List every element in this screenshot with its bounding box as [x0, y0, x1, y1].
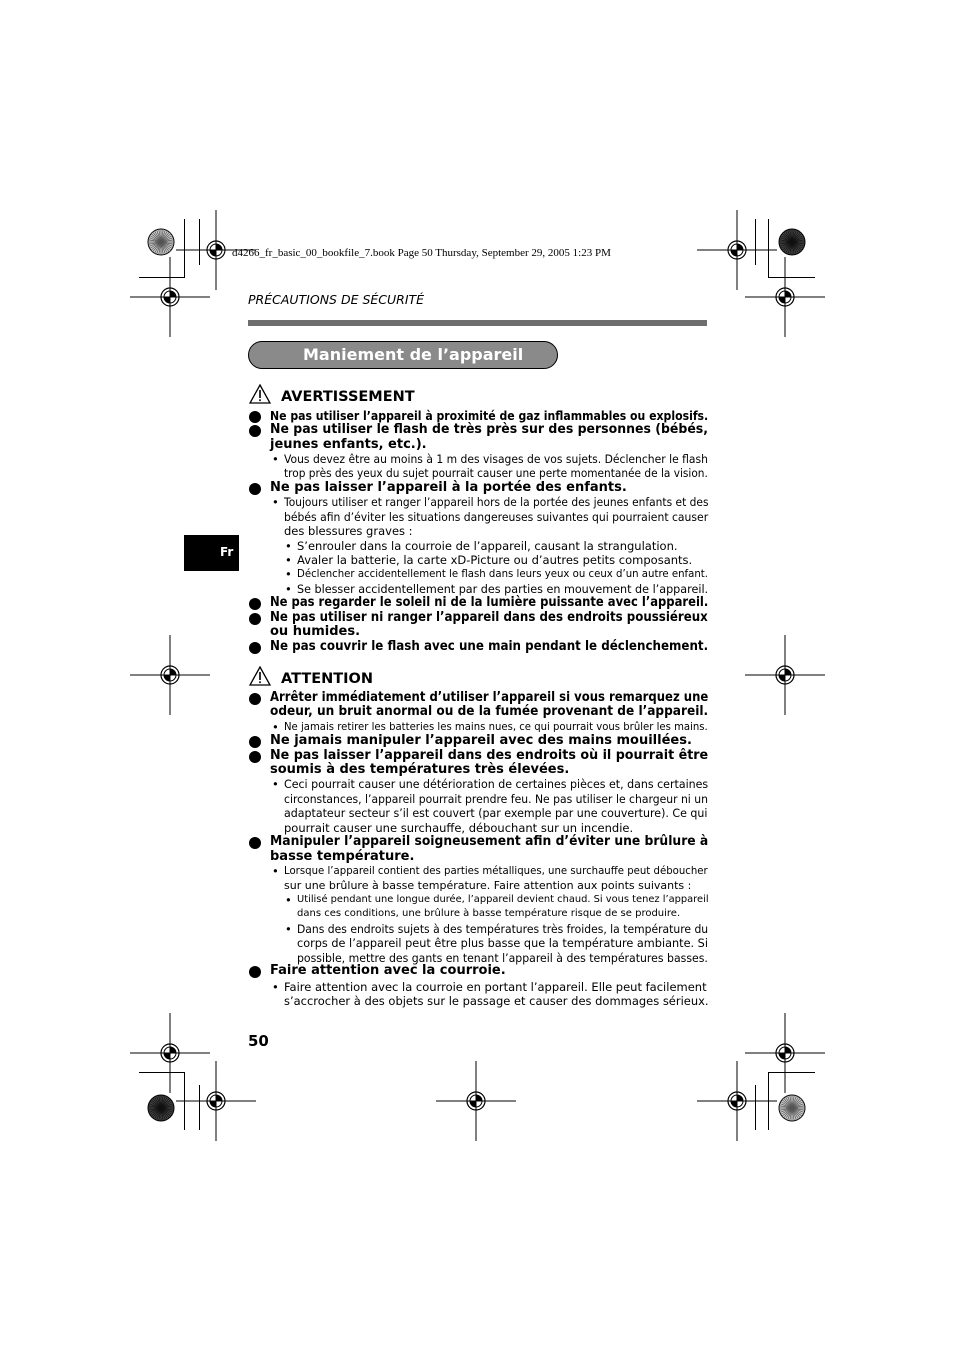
warning-item-text: ou humides. — [270, 624, 361, 639]
warning-sub-text: bébés afin d’éviter les situations dangereuses suivantes qui pourraient causer — [284, 510, 709, 524]
caution-heading: ATTENTION — [281, 671, 373, 687]
warning-item-text: Ne pas laisser l’appareil à la portée des enfants. — [270, 480, 627, 495]
registration-target-icon — [130, 257, 210, 337]
caution-triangle-icon — [249, 666, 271, 686]
warning-item-text: jeunes enfants, etc.). — [270, 437, 427, 452]
warning-sub-dot: • — [272, 452, 279, 466]
caution-sub-text: pourrait causer une surchauffe, débouchant sur un incendie. — [284, 821, 634, 835]
page-number: 50 — [248, 1032, 269, 1050]
registration-target-icon — [697, 1061, 777, 1141]
caution-sub-text: s’accrocher à des objets sur le passage et causer des dommages sérieux. — [284, 994, 709, 1008]
warning-bullet — [249, 598, 261, 610]
color-dial-icon — [777, 227, 807, 257]
warning-sub-text: S’enrouler dans la courroie de l’appareil, causant la strangulation. — [297, 539, 678, 553]
header-rule — [248, 320, 707, 326]
caution-sub-text: adaptateur secteur s’il est couvert (par exemple par une couverture). Ce qui — [284, 806, 708, 820]
caution-bullet — [249, 751, 261, 763]
caution-item-text: Manipuler l’appareil soigneusement afin d’éviter une brûlure à — [270, 834, 709, 849]
caution-item-text: odeur, un bruit anormal ou de la fumée provenant de l’appareil. — [270, 704, 709, 719]
warning-heading: AVERTISSEMENT — [281, 389, 415, 405]
warning-sub-dot: • — [285, 582, 292, 596]
language-tab-label: Fr — [220, 545, 234, 559]
caution-sub-dot: • — [285, 893, 292, 907]
warning-triangle-icon — [249, 384, 271, 404]
warning-sub-dot: • — [285, 539, 292, 553]
registration-target-icon — [745, 635, 825, 715]
caution-sub-text: possible, mettre des gants en tenant l’appareil à des températures basses. — [297, 951, 708, 965]
caution-sub-dot: • — [272, 980, 279, 994]
warning-item-text: Ne pas utiliser le flash de très près sur des personnes (bébés, — [270, 422, 708, 437]
caution-bullet — [249, 966, 261, 978]
color-dial-icon — [146, 227, 176, 257]
color-dial-icon — [777, 1093, 807, 1123]
warning-sub-text: Avaler la batterie, la carte xD-Picture ou d’autres petits composants. — [297, 553, 693, 567]
warning-sub-dot: • — [285, 553, 292, 567]
section-title-pill — [248, 341, 558, 369]
warning-item-text: Ne pas regarder le soleil ni de la lumière puissante avec l’appareil. — [270, 595, 709, 610]
warning-sub-text: Se blesser accidentellement par des parties en mouvement de l’appareil. — [297, 582, 709, 596]
caution-sub-text: circonstances, l’appareil pourrait prendre feu. Ne pas utiliser le chargeur ni un — [284, 792, 708, 806]
warning-sub-dot: • — [285, 567, 292, 581]
warning-bullet — [249, 411, 261, 423]
bookfile-header: d4266_fr_basic_00_bookfile_7.book Page 50 Thursday, September 29, 2005 1:23 PM — [232, 247, 611, 259]
caution-item-text: basse température. — [270, 849, 415, 864]
section-title: Maniement de l’appareil — [303, 345, 524, 364]
caution-sub-text: Ceci pourrait causer une détérioration de certaines pièces et, dans certaines — [284, 777, 709, 791]
caution-sub-text: Dans des endroits sujets à des températures très froides, la température du — [297, 922, 709, 936]
warning-bullet — [249, 483, 261, 495]
warning-sub-text: Toujours utiliser et ranger l’appareil hors de la portée des jeunes enfants et des — [284, 495, 709, 509]
registration-target-icon — [130, 635, 210, 715]
warning-bullet — [249, 642, 261, 654]
caution-sub-dot: • — [272, 777, 279, 791]
caution-sub-text: Utilisé pendant une longue durée, l’appareil devient chaud. Si vous tenez l’appareil — [297, 894, 709, 905]
caution-sub-text: Ne jamais retirer les batteries les mains nues, ce qui pourrait vous brûler les mains. — [284, 721, 708, 733]
warning-item-text: Ne pas utiliser ni ranger l’appareil dans des endroits poussiéreux — [270, 610, 708, 625]
registration-target-icon — [176, 1061, 256, 1141]
running-head: PRÉCAUTIONS DE SÉCURITÉ — [248, 292, 425, 307]
caution-item-text: Arrêter immédiatement d’utiliser l’appareil si vous remarquez une — [270, 690, 709, 705]
caution-sub-dot: • — [272, 720, 279, 734]
caution-item-text: Ne pas laisser l’appareil dans des endroits où il pourrait être — [270, 748, 709, 763]
warning-sub-text: des blessures graves : — [284, 524, 413, 538]
caution-sub-text: dans ces conditions, une brûlure à basse température risque de se produire. — [297, 908, 681, 919]
caution-item-text: Ne jamais manipuler l’appareil avec des mains mouillées. — [270, 733, 692, 748]
warning-bullet — [249, 613, 261, 625]
warning-sub-text: Déclencher accidentellement le flash dans leurs yeux ou ceux d’un autre enfant. — [297, 568, 708, 580]
warning-item-text: Ne pas couvrir le flash avec une main pendant le déclenchement. — [270, 639, 709, 654]
caution-bullet — [249, 736, 261, 748]
caution-item-text: Faire attention avec la courroie. — [270, 963, 506, 978]
registration-target-icon — [436, 1061, 516, 1141]
warning-bullet — [249, 425, 261, 437]
caution-item-text: soumis à des températures très élevées. — [270, 762, 570, 777]
caution-sub-dot: • — [285, 922, 292, 936]
caution-sub-text: sur une brûlure à basse température. Faire attention aux points suivants : — [284, 879, 692, 892]
caution-sub-text: corps de l’appareil peut être plus basse que la température ambiante. Si — [297, 936, 708, 950]
caution-bullet — [249, 693, 261, 705]
warning-item-text: Ne pas utiliser l’appareil à proximité de gaz inflammables ou explosifs. — [270, 409, 709, 423]
caution-bullet — [249, 837, 261, 849]
color-dial-icon — [146, 1093, 176, 1123]
warning-sub-dot: • — [272, 495, 279, 509]
caution-sub-dot: • — [272, 864, 279, 878]
warning-sub-text: Vous devez être au moins à 1 m des visages de vos sujets. Déclencher le flash — [284, 452, 708, 466]
caution-sub-text: Faire attention avec la courroie en portant l’appareil. Elle peut facilement — [284, 980, 707, 994]
caution-sub-text: Lorsque l’appareil contient des parties métalliques, une surchauffe peut déboucher — [284, 864, 708, 877]
registration-target-icon — [745, 257, 825, 337]
warning-sub-text: trop près des yeux du sujet pourrait causer une perte momentanée de la vision. — [284, 466, 708, 480]
language-tab — [184, 535, 239, 571]
